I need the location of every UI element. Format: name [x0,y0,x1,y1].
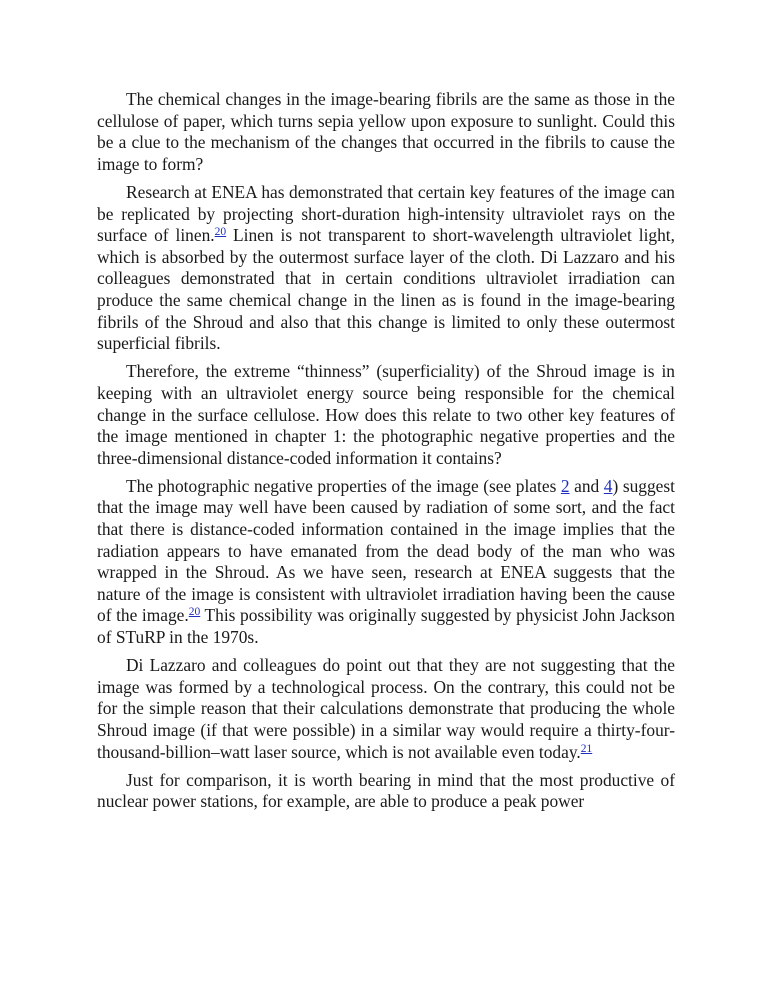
body-paragraph [97,361,675,469]
paragraph-text: Just for comparison, it is worth bearing in mind that the most productive of nuclear power stations, for example, are able to produce a peak power [97,769,675,812]
paragraph-text: This possibility was originally suggested by physicist John Jackson of STuRP in the 1970s. [97,605,675,648]
paragraph-text: ) suggest that the image may well have been caused by radiation of some sort, and the fact that there is distance-coded information contained in the image implies that the radiation appears to have emanated from the dead body of the man who was wrapped in the Shroud. As we have seen, research at ENEA suggests that the nature of the image is consistent with ultraviolet irradiation having been the cause of the image. [97,475,676,626]
body-paragraph [97,182,675,355]
paragraph-text: Di Lazzaro and colleagues do point out that they are not suggesting that the image was formed by a technological process. On the contrary, this could not be for the simple reason that their calculations demonstrate that producing the whole Shroud image (if that were possible) in a similar way would require a thirty-four-thousand-billion–watt laser source, which is not available even today. [97,655,675,762]
footnote-link[interactable]: 20 [188,606,201,619]
plate-link[interactable]: 2 [560,475,570,496]
footnote-superscript [215,226,227,238]
paragraph-text: Linen is not transparent to short-wavelength ultraviolet light, which is absorbed by the outermost surface layer of the cloth. Di Lazzaro and his colleagues demonstrated that in certain conditions ultraviolet irradiation can produce the same chemical change in the linen as is found in the image-bearing fibrils of the Shroud and also that this change is limited to only these outermost superficial fibrils. [97,225,675,354]
plate-link[interactable]: 4 [603,475,613,496]
paragraph-text: The photographic negative properties of the image (see plates [126,475,561,496]
body-paragraph [97,89,675,175]
paragraph-text: and [569,475,604,496]
paragraph-text: The chemical changes in the image-bearing fibrils are the same as those in the cellulose of paper, which turns sepia yellow upon exposure to sunlight. Could this be a clue to the mechanism of the changes that occurred in the fibrils to cause the image to form? [97,89,675,174]
footnote-superscript [189,606,201,618]
footnote-link[interactable]: 20 [214,226,227,239]
body-paragraph [97,770,675,813]
paragraph-text: Therefore, the extreme “thinness” (superficiality) of the Shroud image is in keeping with an ultraviolet energy source being responsible for the chemical change in the surface cellulose. How does this relate to two other key features of the image mentioned in chapter 1: the photographic negative properties and the three-dimensional distance-coded information it contains? [97,361,675,468]
paragraph-text: Research at ENEA has demonstrated that certain key features of the image can be replicated by projecting short-duration high-intensity ultraviolet rays on the surface of linen. [97,181,675,246]
footnote-link[interactable]: 21 [580,742,593,755]
document-page [97,89,675,820]
body-paragraph [97,476,675,649]
footnote-superscript [581,743,593,755]
body-paragraph [97,655,675,763]
